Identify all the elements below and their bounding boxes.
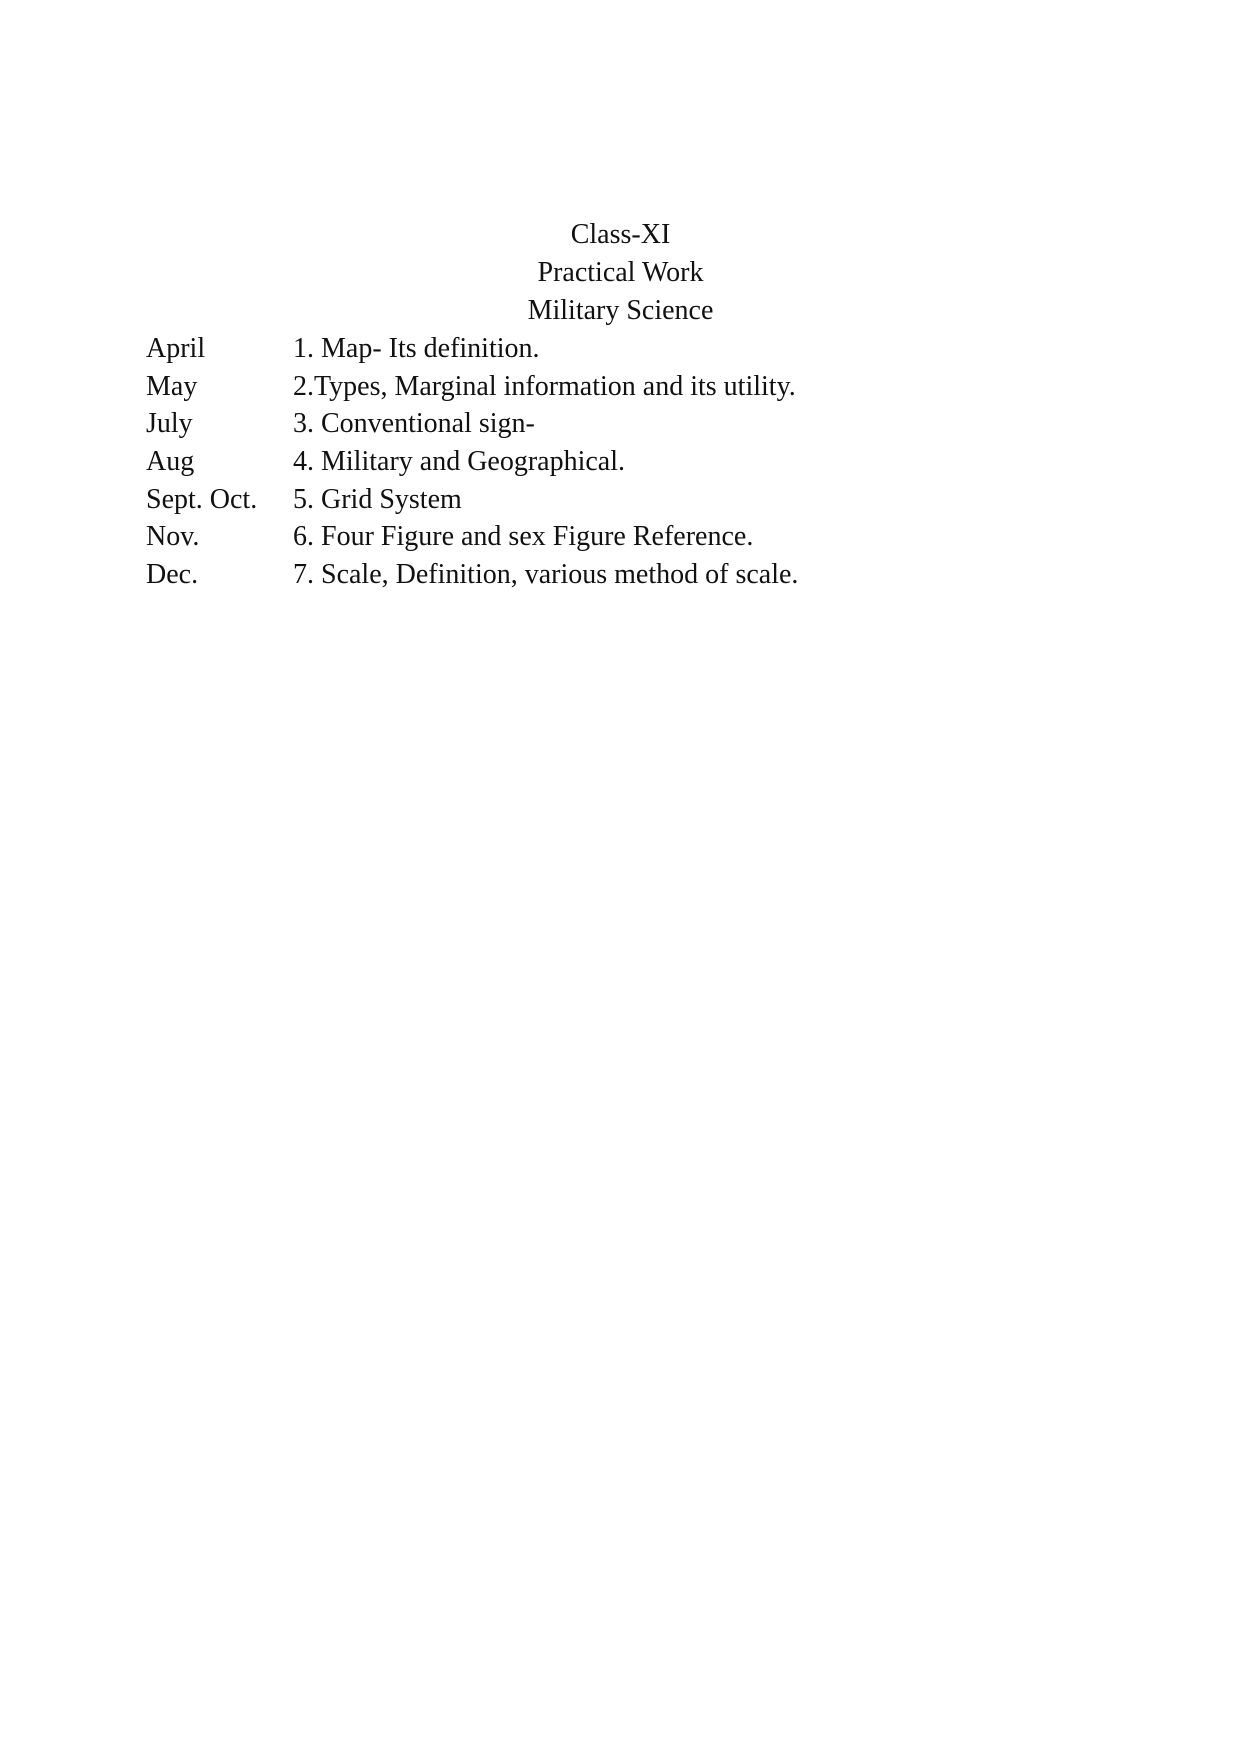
schedule-topic: 2.Types, Marginal information and its utility. bbox=[293, 370, 796, 402]
schedule-row bbox=[146, 330, 1046, 368]
schedule-row bbox=[146, 443, 1046, 481]
schedule-month: May bbox=[146, 370, 198, 402]
schedule-month: Sept. Oct. bbox=[146, 483, 258, 515]
schedule-topic: 7. Scale, Definition, various method of scale. bbox=[293, 559, 799, 591]
heading-block bbox=[0, 216, 1241, 330]
class-heading: Class-XI bbox=[570, 219, 671, 250]
monthly-schedule bbox=[146, 330, 1046, 594]
schedule-topic: 5. Grid System bbox=[293, 483, 462, 515]
schedule-topic: 1. Map- Its definition. bbox=[293, 333, 540, 364]
schedule-topic: 4. Military and Geographical. bbox=[293, 446, 626, 478]
subject-heading: Military Science bbox=[527, 295, 714, 326]
schedule-row bbox=[146, 518, 1046, 556]
schedule-row bbox=[146, 481, 1046, 519]
schedule-row bbox=[146, 556, 1046, 594]
schedule-month: Nov. bbox=[146, 521, 200, 553]
schedule-month: April bbox=[146, 333, 206, 364]
schedule-row bbox=[146, 405, 1046, 443]
schedule-month: Aug bbox=[146, 446, 195, 478]
schedule-month: Dec. bbox=[146, 559, 199, 591]
schedule-month: July bbox=[146, 408, 193, 440]
schedule-topic: 3. Conventional sign- bbox=[293, 408, 535, 440]
schedule-row bbox=[146, 368, 1046, 406]
practical-work-heading: Practical Work bbox=[537, 257, 704, 288]
schedule-topic: 6. Four Figure and sex Figure Reference. bbox=[293, 521, 754, 553]
